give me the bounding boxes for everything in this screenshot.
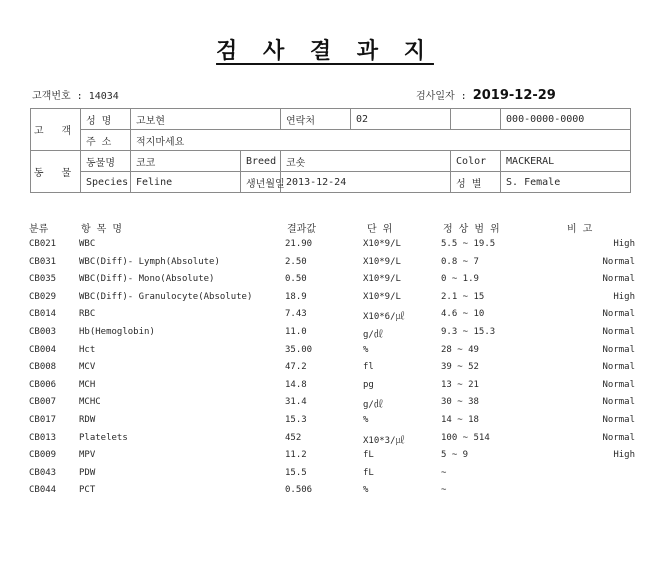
result-range: 14 ~ 18	[441, 414, 479, 425]
address-label: 주 소	[81, 130, 131, 151]
col-unit: 단 위	[367, 224, 393, 235]
result-code: CB013	[29, 432, 57, 443]
result-unit: g/㎗	[363, 400, 383, 411]
result-code: CB029	[29, 291, 57, 302]
result-range: ~	[441, 485, 447, 496]
result-code: CB004	[29, 344, 57, 355]
table-row	[29, 362, 635, 380]
customer-number: 고객번호 : 14034	[32, 91, 119, 102]
patient-info-table	[30, 108, 631, 193]
result-range: 100 ~ 514	[441, 432, 490, 443]
result-value: 0.506	[285, 485, 313, 496]
result-unit: X10*3/㎕	[363, 435, 405, 446]
result-note: Normal	[602, 326, 635, 337]
breed-value: 코숏	[281, 151, 451, 172]
result-range: 9.3 ~ 15.3	[441, 326, 496, 337]
result-note: Normal	[602, 432, 635, 443]
result-name: Hb(Hemoglobin)	[79, 326, 155, 337]
result-name: PDW	[79, 467, 96, 478]
table-row	[29, 397, 635, 415]
col-result: 결과값	[287, 224, 316, 235]
result-value: 47.2	[285, 362, 307, 373]
result-value: 35.00	[285, 344, 313, 355]
result-code: CB035	[29, 274, 57, 285]
color-label: Color	[451, 151, 501, 172]
result-code: CB031	[29, 256, 57, 267]
species-label: Species	[81, 172, 131, 193]
table-row	[29, 432, 635, 451]
result-name: MCHC	[79, 397, 101, 408]
customer-section-label: 고 객	[31, 109, 81, 151]
table-row	[29, 379, 635, 398]
result-unit: %	[363, 344, 369, 355]
result-range: 13 ~ 21	[441, 379, 479, 390]
table-row	[29, 344, 635, 363]
result-note: Normal	[602, 309, 635, 320]
result-value: 0.50	[285, 274, 307, 285]
result-code: CB003	[29, 326, 57, 337]
breed-label: Breed	[241, 151, 281, 172]
color-value: MACKERAL	[501, 151, 631, 172]
result-value: 31.4	[285, 397, 307, 408]
result-unit: X10*9/L	[363, 239, 401, 249]
animal-section-label: 동 물	[31, 151, 81, 193]
address-value: 적지마세요	[131, 130, 631, 151]
result-note: High	[613, 291, 635, 302]
result-range: 30 ~ 38	[441, 397, 479, 408]
result-note: High	[613, 239, 635, 249]
result-unit: fl	[363, 362, 374, 373]
result-code: CB008	[29, 362, 57, 373]
animal-name-label: 동물명	[81, 151, 131, 172]
result-code: CB014	[29, 309, 57, 320]
sex-value: S. Female	[501, 172, 631, 193]
contact-value: 000-0000-0000	[501, 109, 631, 130]
result-unit: %	[363, 414, 369, 425]
result-note: High	[613, 450, 635, 461]
birth-label: 생년월일	[241, 172, 281, 193]
result-note: Normal	[602, 274, 635, 285]
result-name: WBC(Diff)- Granulocyte(Absolute)	[79, 291, 253, 302]
result-value: 15.3	[285, 414, 307, 425]
result-code: CB021	[29, 239, 57, 249]
result-range: 0 ~ 1.9	[441, 274, 479, 285]
report-title: 검 사 결 과 지	[216, 39, 434, 64]
result-range: 5 ~ 9	[441, 450, 469, 461]
result-note: Normal	[602, 362, 635, 373]
result-name: WBC(Diff)- Mono(Absolute)	[79, 274, 215, 285]
contact-label: 연락처	[281, 109, 351, 130]
result-name: MCV	[79, 362, 96, 373]
table-row	[29, 450, 635, 468]
table-row	[29, 239, 635, 257]
result-unit: fL	[363, 450, 374, 461]
col-category: 분류	[29, 224, 49, 235]
table-row	[29, 274, 635, 292]
result-value: 452	[285, 432, 302, 443]
result-name: WBC(Diff)- Lymph(Absolute)	[79, 256, 220, 267]
species-value: Feline	[131, 172, 241, 193]
result-unit: X10*9/L	[363, 256, 401, 267]
result-unit: X10*9/L	[363, 274, 401, 285]
results-list	[29, 239, 635, 503]
result-note: Normal	[602, 344, 635, 355]
name-label: 성 명	[81, 109, 131, 130]
result-name: RBC	[79, 309, 96, 320]
result-unit: g/㎗	[363, 329, 383, 340]
result-range: 2.1 ~ 15	[441, 291, 485, 302]
result-value: 11.0	[285, 326, 307, 337]
result-unit: pg	[363, 379, 374, 390]
result-name: WBC	[79, 239, 96, 249]
table-row	[29, 256, 635, 275]
result-code: CB006	[29, 379, 57, 390]
result-code: CB007	[29, 397, 57, 408]
test-date-value: 2019-12-29	[472, 88, 556, 103]
result-unit: X10*9/L	[363, 291, 401, 302]
table-row	[29, 414, 635, 433]
result-range: ~	[441, 467, 447, 478]
result-code: CB017	[29, 414, 57, 425]
result-value: 14.8	[285, 379, 307, 390]
birth-value: 2013-12-24	[281, 172, 451, 193]
result-name: Platelets	[79, 432, 128, 443]
animal-name-value: 코코	[131, 151, 241, 172]
result-code: CB009	[29, 450, 57, 461]
col-item-name: 항 목 명	[81, 224, 123, 235]
sex-label: 성 별	[451, 172, 501, 193]
result-value: 18.9	[285, 291, 307, 302]
result-unit: %	[363, 485, 369, 496]
result-note: Normal	[602, 414, 635, 425]
result-range: 28 ~ 49	[441, 344, 479, 355]
result-value: 15.5	[285, 467, 307, 478]
result-name: PCT	[79, 485, 96, 496]
result-note: Normal	[602, 397, 635, 408]
result-unit: fL	[363, 467, 374, 478]
name-value: 고보현	[131, 109, 281, 130]
col-remark: 비 고	[567, 224, 593, 235]
table-row	[29, 326, 635, 345]
table-row	[29, 485, 629, 503]
result-value: 7.43	[285, 309, 307, 320]
table-row	[29, 291, 635, 310]
col-normal-range: 정 상 범 위	[443, 224, 500, 235]
test-date-label: 검사일자 :	[416, 91, 473, 102]
contact-prefix: 02	[351, 109, 451, 130]
result-note: Normal	[602, 379, 635, 390]
results-header	[29, 220, 629, 234]
result-range: 0.8 ~ 7	[441, 256, 479, 267]
result-code: CB044	[29, 485, 57, 496]
result-name: MPV	[79, 450, 96, 461]
result-unit: X10*6/㎕	[363, 312, 405, 323]
result-code: CB043	[29, 467, 57, 478]
result-range: 39 ~ 52	[441, 362, 479, 373]
result-range: 5.5 ~ 19.5	[441, 239, 496, 249]
test-date	[416, 87, 556, 103]
result-name: Hct	[79, 344, 96, 355]
contact-spacer	[451, 109, 501, 130]
result-value: 11.2	[285, 450, 307, 461]
table-row	[29, 468, 629, 486]
table-row	[29, 309, 635, 327]
result-value: 2.50	[285, 256, 307, 267]
result-range: 4.6 ~ 10	[441, 309, 485, 320]
result-note: Normal	[602, 256, 635, 267]
result-name: MCH	[79, 379, 96, 390]
result-name: RDW	[79, 414, 96, 425]
result-value: 21.90	[285, 239, 313, 249]
